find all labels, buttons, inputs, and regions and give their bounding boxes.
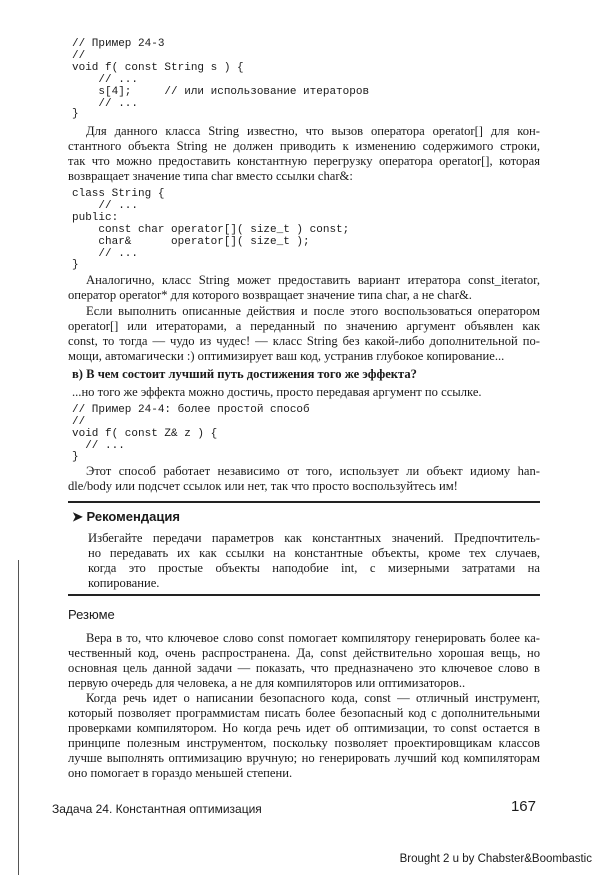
code-line: // ... (72, 440, 125, 452)
paragraph-line: основная цель данной задачи — показать, что предназначено это ключевое слово в (68, 661, 540, 675)
paragraph-line: стантного объекта String не должен приводить к изменению содержимого строки, (68, 139, 540, 153)
code-line: // ... (72, 74, 139, 86)
section-heading: Резюме (68, 607, 115, 622)
code-line: char& operator[]( size_t ); (72, 236, 310, 248)
paragraph-line: оператор operator* для которого возвращает значение типа char, а не char&. (68, 288, 472, 302)
paragraph-line: Этот способ работает независимо от того, использует ли объект идиому han- (86, 464, 540, 478)
code-line: } (72, 259, 79, 271)
paragraph-line: лучше выполнять оптимизацию вручную; но генерировать лучший код компиляторам (68, 751, 540, 765)
code-line: const char operator[]( size_t ) const; (72, 224, 350, 236)
code-line: // Пример 24-4: более простой способ (72, 404, 310, 416)
paragraph-line: Когда речь идет о написании безопасного кода, const — отличный инструмент, (86, 691, 540, 705)
paragraph-line: проверками компилятором. Но когда речь идет об оптимизации, то const остается в (68, 721, 540, 735)
paragraph-line: const, то тогда — чудо из чудес! — класс String без какой-либо дополнительной по- (68, 334, 540, 348)
paragraph-line: мощи, автомагически :) оптимизирует ваш код, устранив глубокое копирование... (68, 349, 505, 363)
code-line: s[4]; // или использование итераторов (72, 86, 370, 98)
code-line: void f( const Z& z ) { (72, 428, 218, 440)
paragraph-line: operator[] или итераторами, а переданный по значению аргумент объявлен как (68, 319, 540, 333)
watermark: Brought 2 u by Chabster&Boombastic (399, 853, 592, 865)
paragraph-line: принципе полезным инструментом, поскольку позволяет проектировщикам классов (68, 736, 540, 750)
code-line: // ... (72, 248, 139, 260)
divider (68, 501, 540, 503)
scan-artifact-line (18, 560, 19, 875)
recommendation-line: копирование. (88, 576, 160, 590)
code-line: // Пример 24-3 (72, 38, 165, 50)
code-line: // (72, 416, 86, 428)
recommendation-line: Избегайте передачи параметров как константных значений. Предпочтитель- (88, 531, 540, 545)
paragraph-line: оно помогает в гораздо меньшей степени. (68, 766, 293, 780)
paragraph-line: возвращает значение типа char вместо ссылки char&: (68, 169, 353, 183)
code-line: // (72, 50, 86, 62)
question-heading: в) В чем состоит лучший путь достижения того же эффекта? (72, 367, 417, 381)
paragraph-line: Вера в то, что ключевое слово const помогает компилятору генерировать более ка- (86, 631, 540, 645)
page-number: 167 (510, 798, 536, 815)
recommendation-line: когда это простые объекты наподобие int, с мизерными затратами на (88, 561, 540, 575)
recommendation-title: ➤ Рекомендация (72, 509, 180, 524)
recommendation-line: но передавать их как ссылки на константные объекты, кроме тех случаев, (88, 546, 540, 560)
code-line: // ... (72, 98, 139, 110)
paragraph-line: первую очередь для человека, а не для компиляторов или оптимизаторов.. (68, 676, 466, 690)
code-line: } (72, 451, 79, 463)
paragraph-line: Если выполнить описанные действия и после этого воспользоваться оператором (86, 304, 540, 318)
footer-chapter: Задача 24. Константная оптимизация (52, 802, 262, 816)
paragraph-line: который позволяет программистам писать более безопасный код с дополнительными (68, 706, 540, 720)
code-line: void f( const String s ) { (72, 62, 244, 74)
paragraph-line: чественный код, очень распространена. Да, const действительно хорошая вещь, но (68, 646, 540, 660)
code-line: // ... (72, 200, 139, 212)
answer-line: ...но того же эффекта можно достичь, просто передавая аргумент по ссылке. (72, 385, 482, 399)
paragraph-line: Аналогично, класс String может предоставить вариант итератора const_iterator, (86, 273, 540, 287)
divider (68, 594, 540, 596)
paragraph-line: dle/body или подсчет ссылок или нет, так что просто воспользуйтесь им! (68, 479, 458, 493)
paragraph-line: так что можно предоставить константную перегрузку оператора operator[], которая (68, 154, 540, 168)
code-line: } (72, 108, 79, 120)
paragraph-line: Для данного класса String известно, что вызов оператора operator[] для кон- (86, 124, 540, 138)
code-line: class String { (72, 188, 165, 200)
code-line: public: (72, 212, 119, 224)
